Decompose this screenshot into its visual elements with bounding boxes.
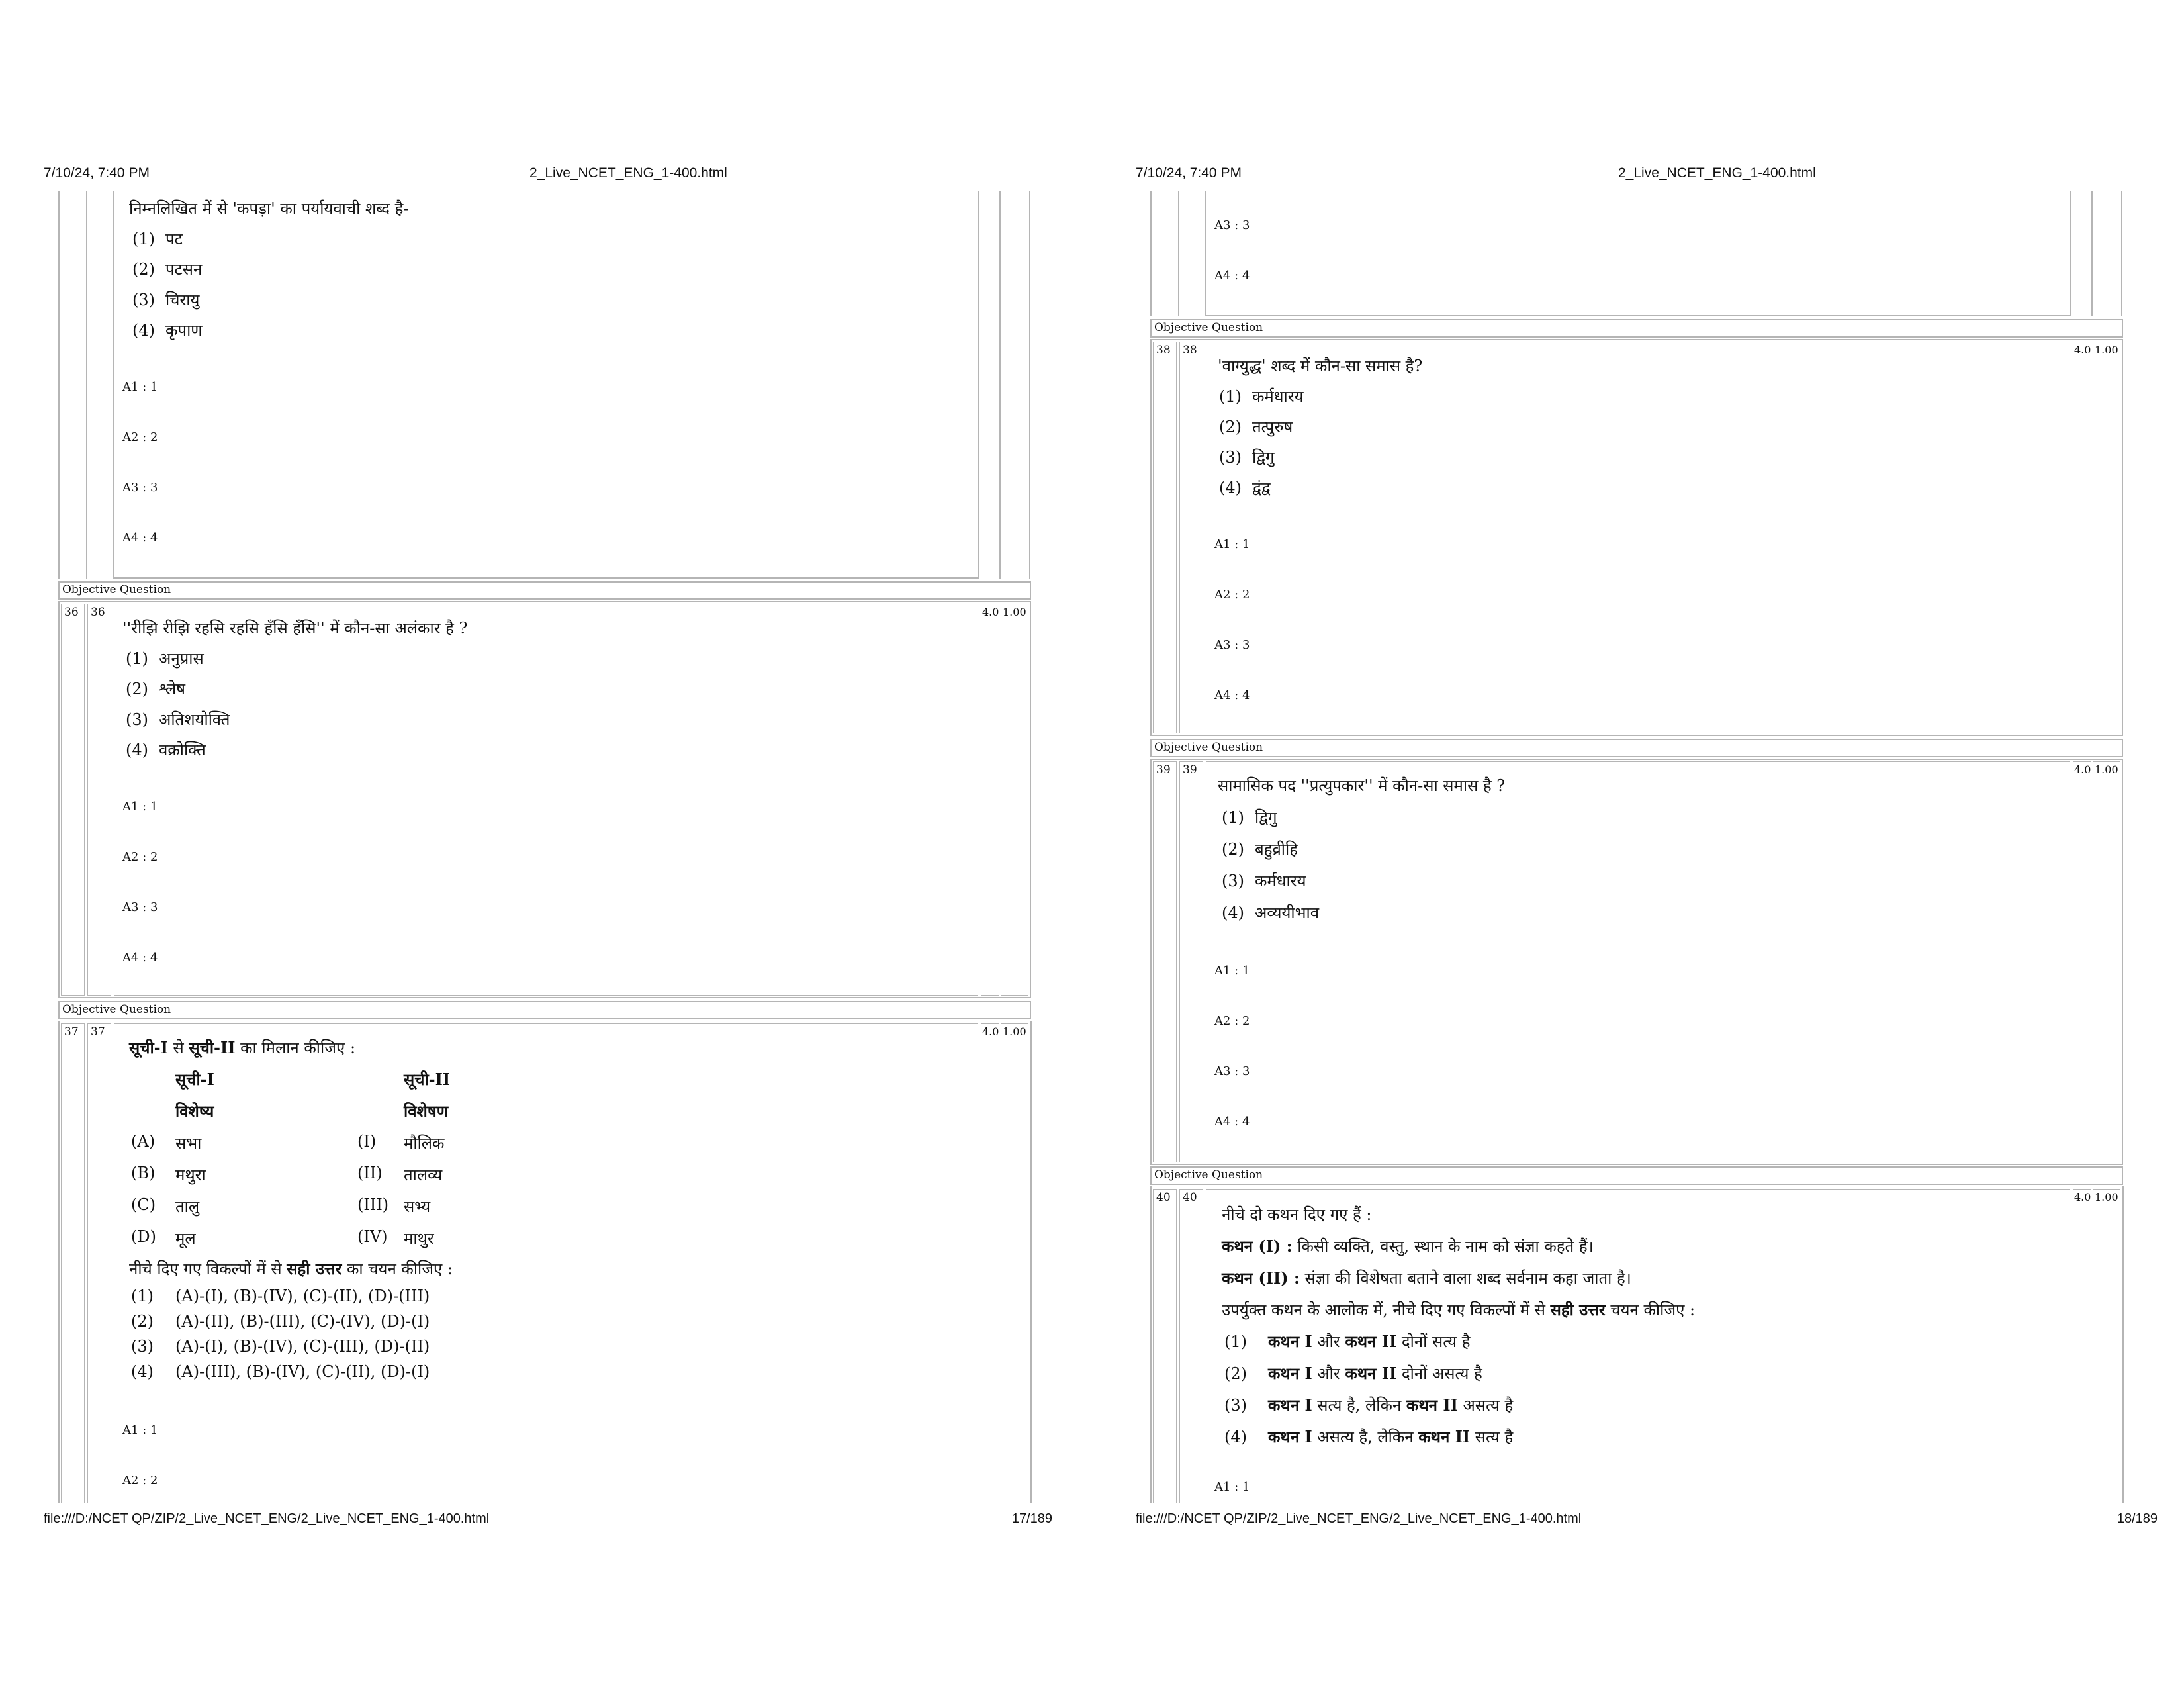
question-39-negative-marks: 1.00 xyxy=(2093,761,2120,1162)
table-border xyxy=(2091,191,2093,316)
question-37-negative-marks: 1.00 xyxy=(1001,1023,1028,1503)
answer-label: A4 : 4 xyxy=(1214,688,1250,702)
column-2-heading: सूची-II xyxy=(404,1070,451,1089)
answer-label: A4 : 4 xyxy=(122,531,158,545)
question-35-text: निम्नलिखित में से 'कपड़ा' का पर्यायवाची शब्द है- xyxy=(129,199,409,218)
header-filename: 2_Live_NCET_ENG_1-400.html xyxy=(529,165,727,181)
question-36-option-2: (2) श्लेष xyxy=(126,680,186,698)
question-36-option-3: (3) अतिशयोक्ति xyxy=(126,710,230,729)
table-border xyxy=(86,191,87,579)
question-38-text: 'वाग्युद्ध' शब्द में कौन-सा समास है? xyxy=(1218,357,1423,375)
question-type-label: Objective Question xyxy=(1154,741,1263,754)
question-38-option-3: (3) द्विगु xyxy=(1219,448,1275,467)
table-border xyxy=(999,191,1001,579)
match-row-right-label: (III) xyxy=(357,1196,389,1214)
question-40-intro: नीचे दो कथन दिए गए हैं : xyxy=(1222,1205,1372,1224)
table-border xyxy=(1205,191,1206,316)
question-37-text: सूची-I से सूची-II का मिलान कीजिए : xyxy=(129,1038,356,1057)
answer-label: A2 : 2 xyxy=(1214,588,1250,602)
question-35-option-3: (3) चिरायु xyxy=(132,291,200,309)
question-38-option-1: (1) कर्मधारय xyxy=(1219,387,1304,406)
question-37-marks: 4.0 xyxy=(981,1023,999,1503)
table-border xyxy=(113,191,114,579)
answer-label: A2 : 2 xyxy=(122,1474,158,1487)
table-border xyxy=(1178,191,1179,316)
answer-label: A1 : 1 xyxy=(122,1423,158,1437)
header-datetime: 7/10/24, 7:40 PM xyxy=(1136,165,1242,181)
question-36-body xyxy=(114,604,978,996)
question-40-option-2: (2) कथन I और कथन II दोनों असत्य है xyxy=(1224,1364,1482,1383)
footer-file-path: file:///D:/NCET QP/ZIP/2_Live_NCET_ENG/2_Live_NCET_ENG_1-400.html xyxy=(1136,1511,1582,1526)
question-39-option-3: (3) कर्मधारय xyxy=(1222,872,1306,890)
answer-label: A3 : 3 xyxy=(122,481,158,494)
footer-page-number: 18/189 xyxy=(2116,1511,2158,1526)
answer-label: A1 : 1 xyxy=(1214,1480,1250,1494)
question-37-option-1: (1) (A)-(I), (B)-(IV), (C)-(II), (D)-(III) xyxy=(131,1287,430,1305)
question-40-negative-marks: 1.00 xyxy=(2093,1189,2120,1503)
question-36-serial: 36 xyxy=(87,604,111,996)
table-border xyxy=(58,191,60,579)
right-page xyxy=(1092,0,2184,1688)
answer-label: A4 : 4 xyxy=(1214,269,1250,283)
table-border xyxy=(2122,1186,2124,1503)
column-1-heading: सूची-I xyxy=(175,1070,214,1089)
answer-label: A4 : 4 xyxy=(1214,1115,1250,1129)
match-row-right-item: तालव्य xyxy=(404,1166,443,1184)
question-39-number: 39 xyxy=(1153,761,1177,1162)
question-39-body xyxy=(1206,761,2070,1162)
table-border xyxy=(1150,191,1152,316)
question-40-option-1: (1) कथन I और कथन II दोनों सत्य है xyxy=(1224,1332,1471,1351)
question-35-option-4: (4) कृपाण xyxy=(132,321,203,340)
question-37-number: 37 xyxy=(61,1023,85,1503)
question-37-serial: 37 xyxy=(87,1023,111,1503)
match-row-right-label: (II) xyxy=(357,1164,383,1182)
question-type-label: Objective Question xyxy=(1154,321,1263,334)
question-40-instruction: उपर्युक्त कथन के आलोक में, नीचे दिए गए विकल्पों में से सही उत्तर चयन कीजिए : xyxy=(1222,1300,1696,1319)
question-37-instruction: नीचे दिए गए विकल्पों में से सही उत्तर का चयन कीजिए : xyxy=(129,1259,453,1278)
question-type-bar xyxy=(1150,1166,2123,1185)
question-40-serial: 40 xyxy=(1179,1189,1203,1503)
question-type-label: Objective Question xyxy=(62,1003,171,1016)
question-38-marks: 4.0 xyxy=(2073,342,2091,733)
column-2-subheading: विशेषण xyxy=(404,1102,449,1121)
question-40-marks: 4.0 xyxy=(2073,1189,2091,1503)
match-row-left-label: (C) xyxy=(131,1196,156,1214)
question-35-option-1: (1) पट xyxy=(132,230,183,248)
question-38-negative-marks: 1.00 xyxy=(2093,342,2120,733)
match-row-left-item: मूल xyxy=(175,1229,196,1248)
question-39-option-2: (2) बहुव्रीहि xyxy=(1222,840,1298,859)
question-type-bar xyxy=(1150,739,2123,757)
question-36-option-1: (1) अनुप्रास xyxy=(126,649,204,668)
footer-file-path: file:///D:/NCET QP/ZIP/2_Live_NCET_ENG/2_Live_NCET_ENG_1-400.html xyxy=(44,1511,490,1526)
question-type-bar xyxy=(58,1001,1031,1019)
header-datetime: 7/10/24, 7:40 PM xyxy=(44,165,150,181)
answer-label: A2 : 2 xyxy=(1214,1014,1250,1028)
question-type-bar xyxy=(58,581,1031,600)
match-row-left-item: मथुरा xyxy=(175,1166,206,1184)
match-row-right-item: सभ्य xyxy=(404,1197,431,1216)
question-36-option-4: (4) वक्रोक्ति xyxy=(126,741,206,759)
table-border xyxy=(1030,1021,1032,1503)
question-type-label: Objective Question xyxy=(1154,1168,1263,1182)
answer-label: A4 : 4 xyxy=(122,951,158,964)
question-type-bar xyxy=(1150,319,2123,338)
question-type-label: Objective Question xyxy=(62,583,171,596)
answer-label: A1 : 1 xyxy=(122,800,158,814)
question-38-body xyxy=(1206,342,2070,733)
answer-label: A3 : 3 xyxy=(1214,218,1250,232)
answer-label: A3 : 3 xyxy=(1214,1064,1250,1078)
answer-label: A1 : 1 xyxy=(122,380,158,394)
question-37-option-3: (3) (A)-(I), (B)-(IV), (C)-(III), (D)-(II) xyxy=(131,1337,430,1356)
question-36-number: 36 xyxy=(61,604,85,996)
answer-label: A3 : 3 xyxy=(1214,638,1250,652)
question-40-statement-1: कथन (I) : किसी व्यक्ति, वस्तु, स्थान के नाम को संज्ञा कहते हैं। xyxy=(1222,1237,1594,1256)
question-39-text: सामासिक पद ''प्रत्युपकार'' में कौन-सा समास है ? xyxy=(1218,776,1506,795)
match-row-left-label: (B) xyxy=(131,1164,156,1182)
question-39-marks: 4.0 xyxy=(2073,761,2091,1162)
table-border xyxy=(1205,315,2070,316)
question-38-serial: 38 xyxy=(1179,342,1203,733)
question-37-option-4: (4) (A)-(III), (B)-(IV), (C)-(II), (D)-(I) xyxy=(131,1362,430,1381)
match-row-left-item: सभा xyxy=(175,1134,202,1152)
question-38-option-2: (2) तत्पुरुष xyxy=(1219,418,1293,436)
match-row-right-item: माथुर xyxy=(404,1229,434,1248)
match-row-left-label: (A) xyxy=(131,1132,156,1150)
table-border xyxy=(2121,191,2122,316)
question-39-option-1: (1) द्विगु xyxy=(1222,808,1277,827)
column-1-subheading: विशेष्य xyxy=(175,1102,214,1121)
match-row-right-label: (I) xyxy=(357,1132,377,1150)
question-39-serial: 39 xyxy=(1179,761,1203,1162)
footer-page-number: 17/189 xyxy=(1011,1511,1052,1526)
question-36-text: ''रीझि रीझि रहसि रहसि हँसि हँसि'' में कौन-सा अलंकार है ? xyxy=(122,619,468,637)
table-border xyxy=(978,191,979,579)
question-38-number: 38 xyxy=(1153,342,1177,733)
table-border xyxy=(1029,191,1030,579)
match-row-left-label: (D) xyxy=(131,1227,156,1246)
question-40-number: 40 xyxy=(1153,1189,1177,1503)
question-35-option-2: (2) पटसन xyxy=(132,260,203,279)
answer-label: A2 : 2 xyxy=(122,430,158,444)
match-row-right-item: मौलिक xyxy=(404,1134,445,1152)
table-border xyxy=(1150,1186,1152,1503)
answer-label: A1 : 1 xyxy=(1214,964,1250,978)
question-36-negative-marks: 1.00 xyxy=(1001,604,1028,996)
question-40-option-4: (4) कथन I असत्य है, लेकिन कथन II सत्य है xyxy=(1224,1427,1514,1446)
question-36-marks: 4.0 xyxy=(981,604,999,996)
question-40-option-3: (3) कथन I सत्य है, लेकिन कथन II असत्य है xyxy=(1224,1395,1514,1415)
question-39-option-4: (4) अव्ययीभाव xyxy=(1222,904,1320,922)
header-filename: 2_Live_NCET_ENG_1-400.html xyxy=(1618,165,1816,181)
table-border xyxy=(58,1021,60,1503)
match-row-left-item: तालु xyxy=(175,1197,200,1216)
question-38-option-4: (4) द्वंद्व xyxy=(1219,479,1271,497)
question-40-statement-2: कथन (II) : संज्ञा की विशेषता बताने वाला शब्द सर्वनाम कहा जाता है। xyxy=(1222,1268,1631,1288)
answer-label: A2 : 2 xyxy=(122,850,158,864)
question-37-option-2: (2) (A)-(II), (B)-(III), (C)-(IV), (D)-(I) xyxy=(131,1312,430,1331)
table-border xyxy=(2070,191,2071,316)
answer-label: A1 : 1 xyxy=(1214,538,1250,551)
match-row-right-label: (IV) xyxy=(357,1227,388,1246)
answer-label: A3 : 3 xyxy=(122,900,158,914)
table-border xyxy=(113,577,978,579)
